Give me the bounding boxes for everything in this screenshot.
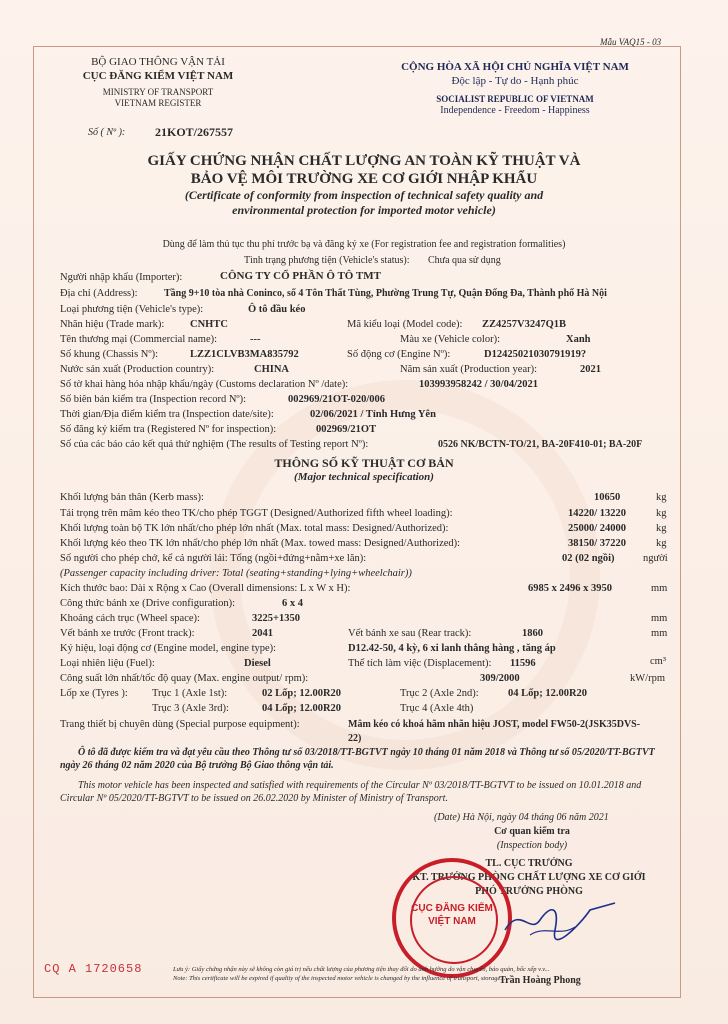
axle1-value: 02 Lốp; 12.00R20: [262, 688, 342, 699]
note-en: Note: This certificate will be expired if quality of the inspected motor vehicle is changed by the influence of transport, storage...: [173, 975, 506, 982]
total-unit: kg: [656, 523, 667, 534]
form-code: Mẫu VAQ15 - 03: [600, 37, 662, 47]
purpose-line: Dùng để làm thủ tục thu phí trước bạ và đăng ký xe (For registration fee and registration formalities): [162, 239, 566, 250]
commercial-label: Tên thương mại (Commercial name):: [60, 334, 218, 345]
front-label: Vết bánh xe trước (Front track):: [60, 628, 195, 639]
test-label: Số của các báo cáo kết quả thử nghiệm (The results of Testing report Nº):: [60, 439, 369, 450]
power-unit: kW/rpm: [630, 673, 665, 684]
rear-label: Vết bánh xe sau (Rear track):: [348, 628, 472, 639]
total-label: Khối lượng toàn bộ TK lớn nhất/cho phép lớn nhất (Max. total mass: Designed/Authorized):: [60, 523, 449, 534]
towed-label: Khối lượng kéo theo TK lớn nhất/cho phép lớn nhất (Max. towed mass: Designed/Authorized):: [60, 538, 461, 549]
total-value: 25000/ 24000: [568, 523, 627, 534]
engine-value: D12.42-50, 4 kỳ, 6 xi lanh thẳng hàng , tăng áp: [348, 643, 556, 654]
record-value: 002969/21OT-020/006: [288, 394, 386, 405]
wheel-unit: mm: [651, 613, 668, 624]
country-value: CHINA: [254, 364, 290, 375]
certificate-title: [40, 152, 688, 218]
special-label: Trang thiết bị chuyên dùng (Special purpose equipment):: [60, 719, 300, 730]
front-value: 2041: [252, 628, 273, 639]
republic-en: SOCIALIST REPUBLIC OF VIETNAM: [436, 94, 594, 104]
reg-value: 002969/21OT: [316, 424, 377, 435]
fuel-value: Diesel: [244, 658, 271, 669]
dims-unit: mm: [651, 583, 668, 594]
sign-line-1: TL. CỤC TRƯỞNG: [485, 858, 573, 869]
disp-value: 11596: [510, 658, 536, 669]
note-vn: Lưu ý: Giấy chứng nhận này sẽ không còn giá trị nếu chất lượng của phương tiện thay đổi do ảnh hưởng do vận chuyển, bảo quản, bốc xếp v.v...: [173, 966, 550, 973]
motto-en: Independence - Freedom - Happiness: [440, 105, 590, 116]
drive-value: 6 x 4: [282, 598, 303, 609]
power-value: 309/2000: [480, 673, 520, 684]
right-header: [380, 60, 650, 117]
kerb-value: 10650: [594, 492, 621, 503]
number-label: Số ( Nº ):: [88, 127, 126, 138]
axle2-value: 04 Lốp; 12.00R20: [508, 688, 588, 699]
trademark-value: CNHTC: [190, 319, 228, 330]
chassis-label: Số khung (Chassis Nº):: [60, 349, 159, 360]
sign-line-3: PHÓ TRƯỞNG PHÒNG: [475, 886, 583, 897]
official-stamp: [392, 858, 512, 978]
statement-vn: Ô tô đã được kiểm tra và đạt yêu cầu theo Thông tư số 03/2018/TT-BGTVT ngày 10 tháng 01 năm 2018 và Thông tư số 05/2020/TT-BGTVT ngày 26 tháng 02 năm 2020 của Bộ trưởng Bộ Giao thông vận tải.: [60, 747, 655, 771]
model-label: Mã kiểu loại (Model code):: [347, 319, 463, 330]
customs-label: Số tờ khai hàng hóa nhập khẩu/ngày (Customs declaration Nº /date):: [60, 379, 349, 390]
address-label: Địa chỉ (Address):: [60, 288, 138, 299]
vtype-label: Loại phương tiện (Vehicle's type):: [60, 304, 204, 315]
spec-title: THÔNG SỐ KỸ THUẬT CƠ BẢN: [274, 456, 454, 470]
fifth-label: Tải trọng trên mâm kéo theo TK/cho phép TGGT (Designed/Authorized fifth wheel loading):: [60, 508, 453, 519]
country-label: Nước sản xuất (Production country):: [60, 364, 215, 375]
stamp-text: CỤC ĐĂNG KIỂM VIỆT NAM: [411, 903, 493, 927]
register-vn: CỤC ĐĂNG KIỂM VIỆT NAM: [82, 70, 234, 82]
motto-vn: Độc lập - Tự do - Hạnh phúc: [451, 75, 579, 87]
drive-label: Công thức bánh xe (Drive configuration):: [60, 598, 236, 609]
commercial-value: ---: [250, 334, 261, 345]
tyres-label: Lốp xe (Tyres ):: [60, 688, 128, 699]
sign-line-2: KT. TRƯỞNG PHÒNG CHẤT LƯỢNG XE CƠ GIỚI: [412, 872, 646, 883]
vtype-value: Ô tô đầu kéo: [248, 304, 306, 315]
signer-name: Trần Hoàng Phong: [499, 975, 581, 986]
wheel-value: 3225+1350: [252, 613, 300, 624]
color-value: Xanh: [566, 334, 591, 345]
signature: [500, 895, 620, 945]
rear-value: 1860: [522, 628, 543, 639]
axle2-label: Trục 2 (Axle 2nd):: [400, 688, 479, 699]
model-value: ZZ4257V3247Q1B: [482, 319, 567, 330]
persons-unit: người: [643, 553, 668, 564]
disp-unit: cm³: [650, 656, 666, 667]
date-site-value: 02/06/2021 / Tỉnh Hưng Yên: [310, 409, 436, 420]
title-line-1: GIẤY CHỨNG NHẬN CHẤT LƯỢNG AN TOÀN KỸ THUẬT VÀ: [147, 153, 581, 169]
persons-value: 02 (02 ngồi): [562, 553, 615, 564]
chassis-value: LZZ1CLVB3MA835792: [190, 349, 299, 360]
date-line: (Date) Hà Nội, ngày 04 tháng 06 năm 2021: [434, 812, 609, 823]
title-line-2: BẢO VỆ MÔI TRƯỜNG XE CƠ GIỚI NHẬP KHẨU: [190, 171, 538, 187]
axle4-label: Trục 4 (Axle 4th): [400, 703, 474, 714]
spec-subtitle: (Major technical specification): [294, 471, 434, 483]
importer-label: Người nhập khẩu (Importer):: [60, 272, 183, 283]
fuel-label: Loại nhiên liệu (Fuel):: [60, 658, 155, 669]
authority: Cơ quan kiểm tra: [494, 826, 570, 837]
wheel-label: Khoảng cách trục (Wheel space):: [60, 613, 200, 624]
disp-label: Thể tích làm việc (Displacement):: [348, 658, 492, 669]
persons-en: (Passenger capacity including driver: Total (seating+standing+lying+wheelchair)): [60, 568, 412, 579]
kerb-label: Khối lượng bản thân (Kerb mass):: [60, 492, 204, 503]
engine-label: Ký hiệu, loại động cơ (Engine model, engine type):: [60, 643, 277, 654]
serial-number: CQ A 1720658: [44, 962, 143, 976]
color-label: Màu xe (Vehicle color):: [400, 334, 501, 345]
authority-en: (Inspection body): [496, 840, 568, 851]
rear-unit: mm: [651, 628, 668, 639]
engine-no-value: D12425021030791919?: [484, 349, 587, 360]
fifth-value: 14220/ 13220: [568, 508, 627, 519]
axle1-label: Trục 1 (Axle 1st):: [152, 688, 228, 699]
title-line-3: (Certificate of conformity from inspection of technical safety quality and: [184, 188, 544, 202]
address-value: Tầng 9+10 tòa nhà Coninco, số 4 Tôn Thất Tùng, Phường Trung Tự, Quận Đống Đa, Thành phố Hà Nội: [164, 288, 607, 299]
date-site-label: Thời gian/Địa điểm kiểm tra (Inspection date/site):: [60, 409, 274, 420]
dims-label: Kích thước bao: Dài x Rộng x Cao (Overall dimensions: L x W x H):: [60, 583, 351, 594]
status-label: Tình trạng phương tiện (Vehicle's status):: [244, 255, 410, 266]
reg-label: Số đăng ký kiểm tra (Registered Nº for inspection):: [60, 424, 277, 435]
dims-value: 6985 x 2496 x 3950: [528, 583, 612, 594]
statement-en: This motor vehicle has been inspected and satisfied with requirements of the Circular Nº 03/2018/TT-BGTVT to be issued on 10.01.2018 and Circular Nº 05/2020/TT-BGTVT to be issued on 26.02.2020 by Minister of Ministry of Transport.: [60, 780, 642, 804]
register-en: VIETNAM REGISTER: [114, 98, 202, 108]
number-value: 21KOT/267557: [155, 125, 234, 139]
status-value: Chưa qua sử dụng: [428, 255, 501, 266]
record-label: Số biên bản kiểm tra (Inspection record Nº):: [60, 394, 247, 405]
towed-value: 38150/ 37220: [568, 538, 627, 549]
trademark-label: Nhãn hiệu (Trade mark):: [60, 319, 165, 330]
special-value-2: 22): [348, 733, 362, 744]
towed-unit: kg: [656, 538, 667, 549]
year-value: 2021: [580, 364, 601, 375]
ministry-vn: BỘ GIAO THÔNG VẬN TẢI: [91, 56, 225, 68]
axle3-label: Trục 3 (Axle 3rd):: [152, 703, 229, 714]
importer-value: CÔNG TY CỔ PHẦN Ô TÔ TMT: [220, 270, 381, 282]
axle3-value: 04 Lốp; 12.00R20: [262, 703, 342, 714]
year-label: Năm sản xuất (Production year):: [400, 364, 538, 375]
ministry-en: MINISTRY OF TRANSPORT: [102, 87, 214, 97]
power-label: Công suất lớn nhất/tốc độ quay (Max. engine output/ rpm):: [60, 673, 309, 684]
title-line-4: environmental protection for imported motor vehicle): [232, 203, 496, 217]
customs-value: 103993958242 / 30/04/2021: [419, 379, 539, 390]
republic-vn: CỘNG HÒA XÃ HỘI CHỦ NGHĨA VIỆT NAM: [401, 61, 629, 73]
persons-label: Số người cho phép chở, kể cả người lái: Tổng (ngồi+đứng+nằm+xe lăn):: [60, 553, 367, 564]
special-value: Mâm kéo có khoá hãm nhãn hiệu JOST, model FW50-2(JSK35DVS-: [348, 719, 641, 730]
engine-no-label: Số động cơ (Engine Nº):: [347, 349, 451, 360]
left-header: [58, 56, 258, 109]
fifth-unit: kg: [656, 508, 667, 519]
kerb-unit: kg: [656, 492, 667, 503]
test-value: 0526 NK/BCTN-TO/21, BA-20F410-01; BA-20F: [438, 439, 643, 450]
